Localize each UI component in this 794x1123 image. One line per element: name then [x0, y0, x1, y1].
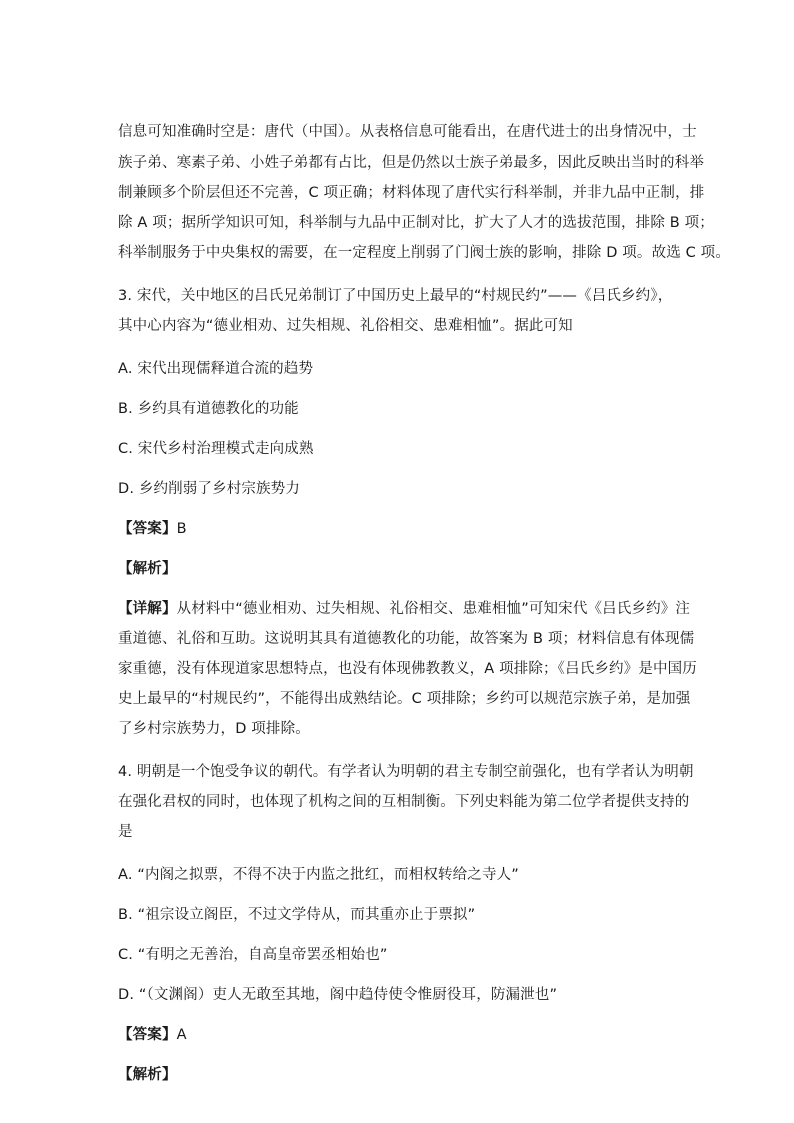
answer-label: 【答案】	[118, 1027, 177, 1043]
q3-detail-line	[118, 599, 690, 619]
detail-text: 从材料中“德业相劝、过失相规、礼俗相交、患难相恤”可知宋代《吕氏乡约》注	[176, 601, 691, 617]
q3-stem-line: 3. 宋代，关中地区的吕氏兄弟制订了中国历史上最早的“村规民约”——《吕氏乡约》，	[118, 288, 673, 304]
intro-line: 科举制服务于中央集权的需要，在一定程度上削弱了门阀士族的影响，排除 D 项。故选 C 项。	[118, 245, 730, 261]
q4-stem-line: 4. 明朝是一个饱受争议的朝代。有学者认为明朝的君主专制空前强化，也有学者认为明朝	[118, 764, 694, 780]
q4-option-b: B. “祖宗设立阁臣，不过文学侍从，而其重亦止于票拟”	[118, 907, 476, 923]
answer-value: A	[176, 1027, 187, 1043]
q3-option-b: B. 乡约具有道德教化的功能	[118, 401, 299, 417]
q3-detail-line: 史上最早的“村规民约”，不能得出成熟结论。C 项排除；乡约可以规范宗族子弟，是加强	[118, 691, 691, 707]
intro-line: 除 A 项；据所学知识可知，科举制与九品中正制对比，扩大了人才的选拔范围，排除 B 项；	[118, 215, 714, 231]
q4-analysis-label: 【解析】	[118, 1067, 177, 1083]
intro-line: 族子弟、寒素子弟、小姓子弟都有占比，但是仍然以士族子弟最多，因此反映出当时的科举	[118, 155, 704, 171]
q3-stem-line: 其中心内容为“德业相劝、过失相规、礼俗相交、患难相恤”。据此可知	[118, 318, 573, 334]
q3-option-a: A. 宋代出现儒释道合流的趋势	[118, 361, 314, 377]
intro-line: 信息可知准确时空是：唐代（中国）。从表格信息可能看出，在唐代进士的出身情况中，士	[118, 124, 697, 140]
q4-option-d: D. “（文渊阁）吏人无敢至其地，阁中趋侍使令惟厨役耳，防漏泄也”	[118, 987, 558, 1003]
q4-stem-line: 在强化君权的同时，也体现了机构之间的互相制衡。下列史料能为第二位学者提供支持的	[118, 794, 690, 810]
q4-stem-line: 是	[118, 824, 133, 840]
q3-detail-line: 重道德、礼俗和互助。这说明其具有道德教化的功能，故答案为 B 项；材料信息有体现儒	[118, 631, 695, 647]
answer-label: 【答案】	[118, 521, 177, 537]
q3-option-c: C. 宋代乡村治理模式走向成熟	[118, 441, 314, 457]
detail-label: 【详解】	[118, 601, 177, 617]
intro-line: 制兼顾多个阶层但还不完善，C 项正确；材料体现了唐代实行科举制，并非九品中正制，排	[118, 185, 705, 201]
q3-answer	[118, 519, 187, 539]
q3-analysis-label: 【解析】	[118, 561, 177, 577]
q3-detail-line: 了乡村宗族势力，D 项排除。	[118, 721, 310, 737]
q4-answer	[118, 1025, 187, 1045]
answer-value: B	[176, 521, 187, 537]
q4-option-c: C. “有明之无善治，自高皇帝罢丞相始也”	[118, 947, 388, 963]
q3-detail-line: 家重德，没有体现道家思想特点，也没有体现佛教教义，A 项排除；《吕氏乡约》是中国历	[118, 661, 697, 677]
q4-option-a: A. “内阁之拟票，不得不决于内监之批红，而相权转给之寺人”	[118, 867, 519, 883]
q3-option-d: D. 乡约削弱了乡村宗族势力	[118, 481, 300, 497]
